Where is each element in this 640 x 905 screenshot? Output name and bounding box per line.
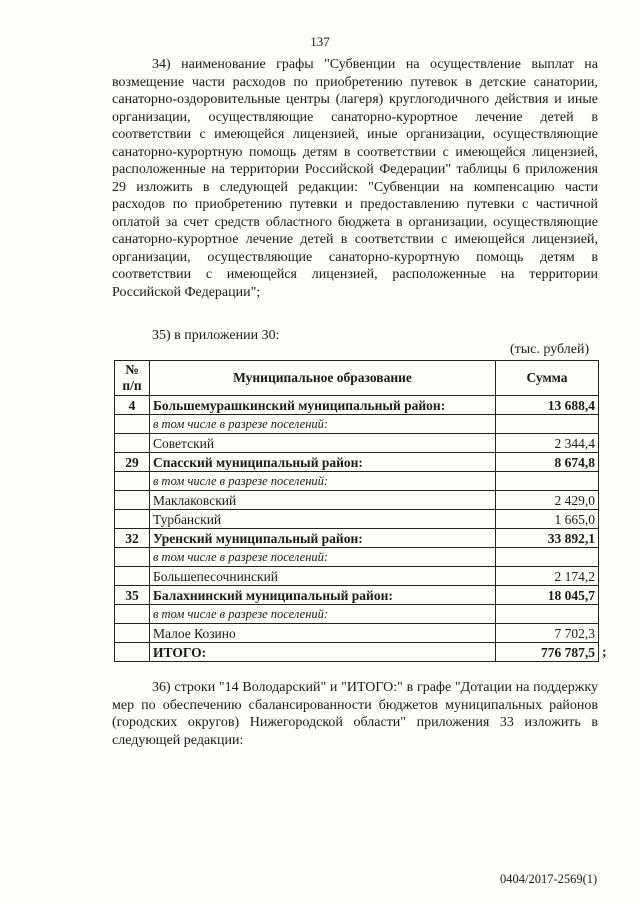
- row-name: Турбанский: [150, 510, 496, 529]
- table-row: [115, 586, 599, 605]
- row-name: Малое Козино: [150, 624, 496, 643]
- row-sum: 7 702,3: [496, 624, 599, 643]
- table-row: [115, 548, 599, 567]
- row-num: [115, 624, 150, 643]
- row-sum: 2 174,2: [496, 567, 599, 586]
- row-num: 29: [115, 453, 150, 472]
- row-sum: 13 688,4: [496, 396, 599, 415]
- table-row: [115, 567, 599, 586]
- row-num: [115, 491, 150, 510]
- units-label: (тыс. рублей): [510, 342, 590, 357]
- row-sum: [496, 472, 599, 491]
- row-name: ИТОГО:: [150, 643, 496, 662]
- row-name: Большемурашкинский муниципальный район:: [150, 396, 496, 415]
- row-num: [115, 434, 150, 453]
- total-row: [115, 643, 599, 662]
- row-sum: 2 429,0: [496, 491, 599, 510]
- row-name: Большепесочнинский: [150, 567, 496, 586]
- paragraph-34: 34) наименование графы "Субвенции на осуществление выплат на возмещение части расходов по приобретению путевок в детские санатории, санаторно-оздоровительные центры (лагеря) круглогодичного действия и иные организации, осуществляющие санаторно-курортное лечение детей в соответствии с имеющейся лицензией, иные организации, осуществляющие санаторно-курортную помощь детям в соответствии с имеющейся лицензией, расположенные на территории Российской Федерации" таблицы 6 приложения 29 изложить в следующей редакции: "Субвенции на компенсацию части расходов по приобретению путевки и предоставлению путевки с частичной оплатой за счет средств областного бюджета в организации, осуществляющие санаторно-курортное лечение детей в соответствии с имеющейся лицензией, организации, осуществляющие санаторно-курортную помощь детям в соответствии с имеющейся лицензией, расположенные на территории Российской Федерации";: [112, 57, 598, 300]
- row-sum: 8 674,8: [496, 453, 599, 472]
- table-row: [115, 529, 599, 548]
- municipal-table: [114, 360, 599, 662]
- page-number: 137: [310, 34, 330, 49]
- table-row: [115, 624, 599, 643]
- header-num: № п/п: [115, 361, 150, 396]
- row-sum: [496, 548, 599, 567]
- row-sum: 33 892,1: [496, 529, 599, 548]
- row-name: в том числе в разрезе поселений:: [150, 472, 496, 491]
- table-row: [115, 396, 599, 415]
- table-row: [115, 415, 599, 434]
- row-name: Уренский муниципальный район:: [150, 529, 496, 548]
- row-num: 35: [115, 586, 150, 605]
- row-num: [115, 643, 150, 662]
- row-num: 32: [115, 529, 150, 548]
- row-name: Маклаковский: [150, 491, 496, 510]
- row-name: Балахнинский муниципальный район:: [150, 586, 496, 605]
- paragraph-35: 35) в приложении 30:: [152, 328, 280, 343]
- row-sum: 776 787,5: [496, 643, 599, 662]
- row-num: [115, 548, 150, 567]
- table-row: [115, 605, 599, 624]
- row-sum: 1 665,0: [496, 510, 599, 529]
- row-name: в том числе в разрезе поселений:: [150, 415, 496, 434]
- row-sum: [496, 415, 599, 434]
- document-code: 0404/2017-2569(1): [500, 872, 598, 886]
- paragraph-36: 36) строки "14 Володарский" и "ИТОГО:" в графе "Дотации на поддержку мер по обеспечению сбалансированности бюджетов муниципальных районов (городских округов) Нижегородской области" приложения 33 изложить в следующей редакции:: [112, 680, 598, 748]
- row-sum: [496, 605, 599, 624]
- row-num: [115, 415, 150, 434]
- table-row: [115, 491, 599, 510]
- row-sum: 18 045,7: [496, 586, 599, 605]
- row-name: Спасский муниципальный район:: [150, 453, 496, 472]
- row-num: [115, 605, 150, 624]
- row-num: 4: [115, 396, 150, 415]
- table-row: [115, 434, 599, 453]
- header-name: Муниципальное образование: [150, 361, 496, 396]
- row-name: Советский: [150, 434, 496, 453]
- row-num: [115, 567, 150, 586]
- row-name: в том числе в разрезе поселений:: [150, 548, 496, 567]
- row-num: [115, 472, 150, 491]
- table-row: [115, 510, 599, 529]
- table-header-row: [115, 361, 599, 396]
- header-sum: Сумма: [496, 361, 599, 396]
- table-end-mark: ;: [602, 645, 607, 660]
- table-row: [115, 472, 599, 491]
- table-row: [115, 453, 599, 472]
- row-sum: 2 344,4: [496, 434, 599, 453]
- row-name: в том числе в разрезе поселений:: [150, 605, 496, 624]
- row-num: [115, 510, 150, 529]
